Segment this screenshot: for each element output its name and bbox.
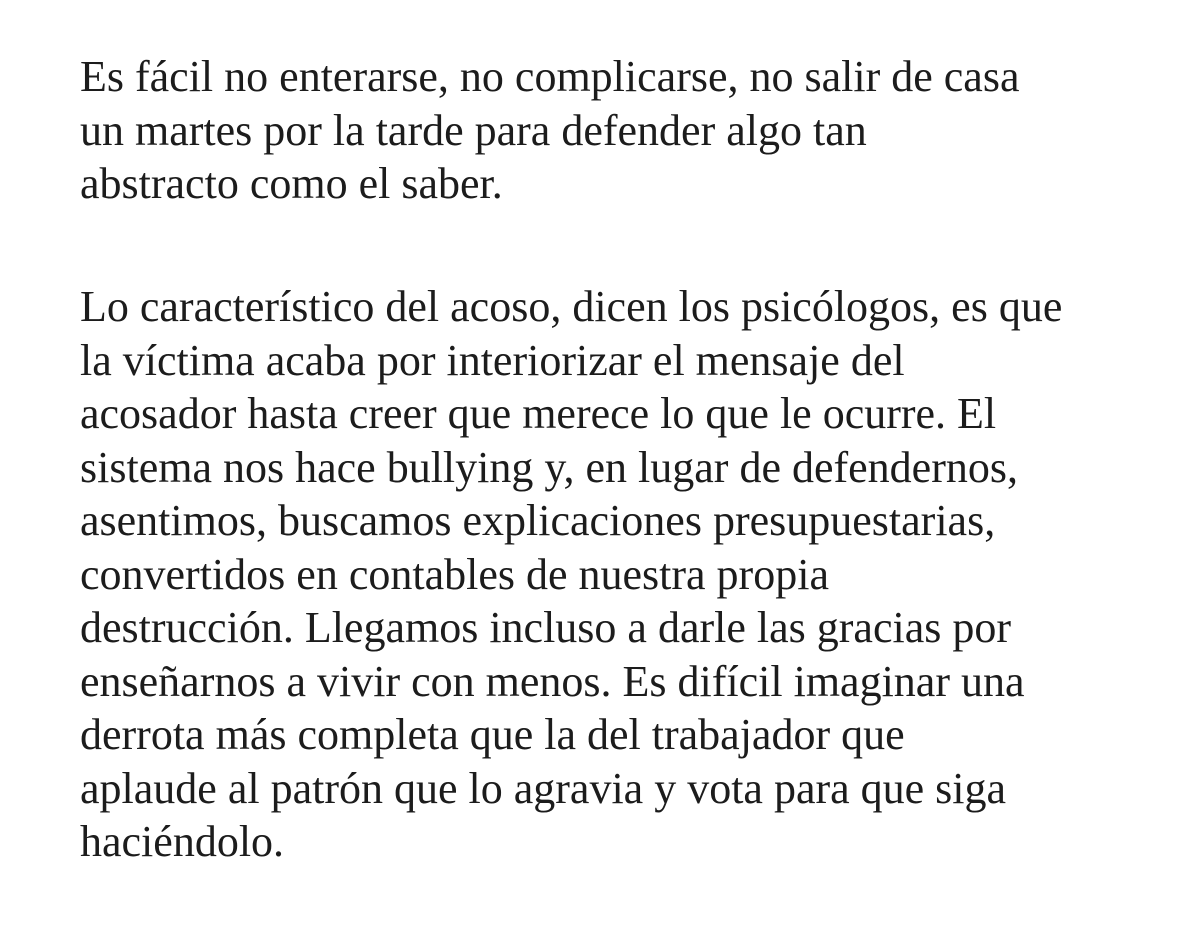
paragraph-2 [80,280,1140,869]
paragraph-2-line-5: asentimos, buscamos explicaciones presupuestarias, [80,496,996,545]
paragraph-1-line-2: un martes por la tarde para defender algo tan [80,105,867,155]
paragraph-2-line-8: enseñarnos a vivir con menos. Es difícil imaginar una [80,656,1025,706]
paragraph-1 [80,50,1140,211]
paragraph-2-line-3: acosador hasta creer que merece lo que le ocurre. El [80,389,997,438]
paragraph-2-line-4: sistema nos hace bullying y, en lugar de defendernos, [80,442,1018,492]
paragraph-1-line-3: abstracto como el saber. [80,159,503,208]
paragraph-2-line-10: aplaude al patrón que lo agravia y vota para que siga [80,763,1007,813]
paragraph-2-line-9: derrota más completa que la del trabajador que [80,710,905,759]
paragraph-2-line-11: haciéndolo. [80,817,285,866]
paragraph-2-line-6: convertidos en contables de nuestra propia [80,549,829,599]
paragraph-2-line-2: la víctima acaba por interiorizar el mensaje del [80,335,905,385]
paragraph-2-line-1: Lo característico del acoso, dicen los psicólogos, es que [80,282,1063,331]
paragraph-1-line-1: Es fácil no enterarse, no complicarse, no salir de casa [80,52,1020,101]
paragraph-2-line-7: destrucción. Llegamos incluso a darle las gracias por [80,603,1012,652]
